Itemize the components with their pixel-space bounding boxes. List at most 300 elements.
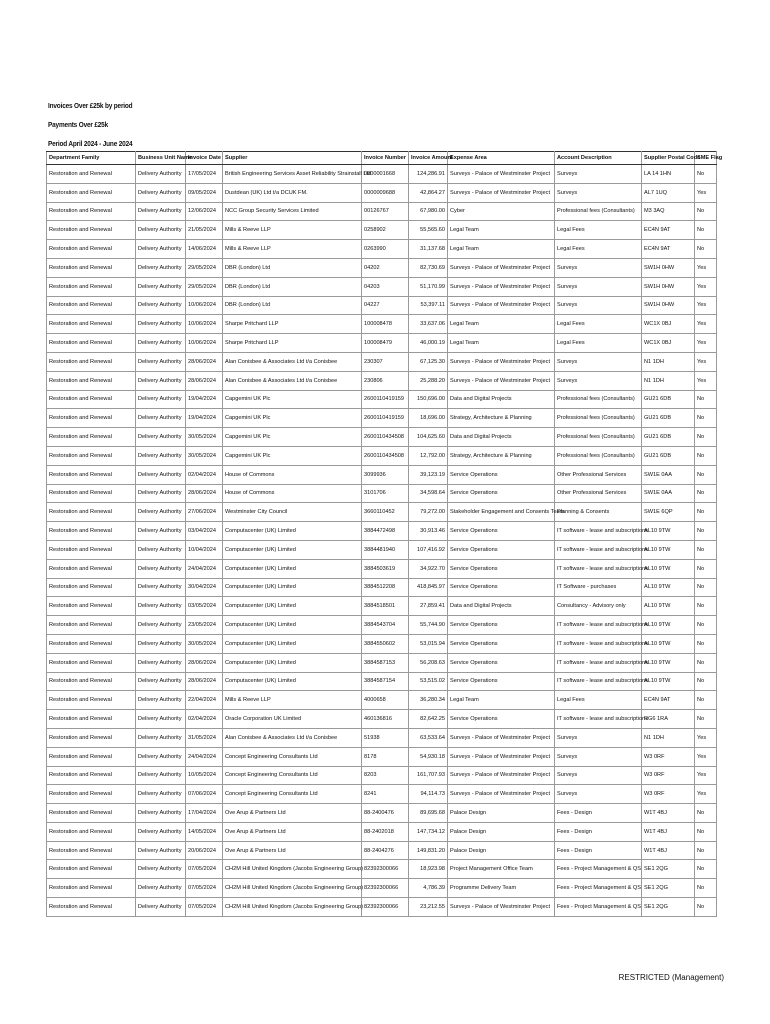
- table-cell: 82392300066: [362, 898, 409, 917]
- table-cell: 0258902: [362, 221, 409, 240]
- table-cell: 100008479: [362, 334, 409, 353]
- table-row: [47, 240, 717, 259]
- table-cell: Yes: [695, 785, 717, 804]
- table-cell: SE1 2QG: [642, 860, 695, 879]
- table-cell: 27,859.41: [409, 597, 448, 616]
- table-cell: WC1X 0BJ: [642, 315, 695, 334]
- table-cell: IT software - lease and subscriptions: [555, 559, 642, 578]
- column-header: Expense Area: [448, 152, 555, 165]
- table-cell: N1 1DH: [642, 352, 695, 371]
- table-cell: Delivery Authority: [136, 258, 186, 277]
- table-cell: WC1X 0BJ: [642, 334, 695, 353]
- table-cell: No: [695, 634, 717, 653]
- table-cell: Computacenter (UK) Limited: [223, 634, 362, 653]
- table-row: [47, 710, 717, 729]
- table-cell: AL10 9TW: [642, 616, 695, 635]
- table-cell: EC4N 9AT: [642, 240, 695, 259]
- table-cell: Delivery Authority: [136, 634, 186, 653]
- table-cell: Surveys - Palace of Westminster Project: [448, 277, 555, 296]
- table-cell: Yes: [695, 334, 717, 353]
- table-cell: 3884587153: [362, 653, 409, 672]
- table-cell: Yes: [695, 352, 717, 371]
- table-cell: Service Operations: [448, 634, 555, 653]
- table-cell: 03/05/2024: [186, 597, 223, 616]
- table-row: [47, 409, 717, 428]
- table-cell: Legal Fees: [555, 691, 642, 710]
- table-cell: 230806: [362, 371, 409, 390]
- table-row: [47, 165, 717, 184]
- table-cell: Restoration and Renewal: [47, 258, 136, 277]
- table-cell: 19/04/2024: [186, 390, 223, 409]
- table-cell: Legal Fees: [555, 240, 642, 259]
- table-cell: 88-2400476: [362, 804, 409, 823]
- table-cell: Restoration and Renewal: [47, 785, 136, 804]
- table-cell: Restoration and Renewal: [47, 371, 136, 390]
- table-cell: Surveys - Palace of Westminster Project: [448, 371, 555, 390]
- table-cell: Delivery Authority: [136, 484, 186, 503]
- table-cell: Restoration and Renewal: [47, 484, 136, 503]
- table-cell: SW1E 0AA: [642, 465, 695, 484]
- table-cell: Oracle Corporation UK Limited: [223, 710, 362, 729]
- table-cell: IT Software - purchases: [555, 578, 642, 597]
- table-cell: Data and Digital Projects: [448, 597, 555, 616]
- table-cell: Yes: [695, 371, 717, 390]
- table-cell: 3884503619: [362, 559, 409, 578]
- table-cell: W3 0RF: [642, 766, 695, 785]
- table-cell: Project Management Office Team: [448, 860, 555, 879]
- table-cell: Mills & Reeve LLP: [223, 221, 362, 240]
- table-cell: Delivery Authority: [136, 409, 186, 428]
- table-cell: Restoration and Renewal: [47, 653, 136, 672]
- table-row: [47, 559, 717, 578]
- table-cell: Alan Conisbee & Associates Ltd t/a Conisbee: [223, 371, 362, 390]
- table-cell: IT software - lease and subscriptions: [555, 653, 642, 672]
- table-cell: 46,000.19: [409, 334, 448, 353]
- table-cell: 53,015.94: [409, 634, 448, 653]
- table-cell: 104,625.60: [409, 428, 448, 447]
- table-row: [47, 841, 717, 860]
- table-cell: Delivery Authority: [136, 296, 186, 315]
- table-cell: Yes: [695, 296, 717, 315]
- table-cell: Restoration and Renewal: [47, 315, 136, 334]
- column-header: Department Family: [47, 152, 136, 165]
- table-cell: Yes: [695, 315, 717, 334]
- table-cell: 94,114.73: [409, 785, 448, 804]
- table-cell: RG6 1RA: [642, 710, 695, 729]
- table-cell: Delivery Authority: [136, 785, 186, 804]
- table-cell: 14/06/2024: [186, 240, 223, 259]
- table-cell: Restoration and Renewal: [47, 634, 136, 653]
- table-cell: Capgemini UK Plc: [223, 390, 362, 409]
- table-cell: W3 0RF: [642, 747, 695, 766]
- report-period: Period April 2024 - June 2024: [48, 139, 133, 148]
- table-cell: EC4N 9AT: [642, 221, 695, 240]
- table-cell: Restoration and Renewal: [47, 202, 136, 221]
- table-cell: 30,913.46: [409, 522, 448, 541]
- table-row: [47, 258, 717, 277]
- table-cell: Yes: [695, 277, 717, 296]
- table-cell: Restoration and Renewal: [47, 390, 136, 409]
- table-cell: Delivery Authority: [136, 728, 186, 747]
- table-cell: 3099936: [362, 465, 409, 484]
- table-row: [47, 334, 717, 353]
- table-cell: 10/06/2024: [186, 296, 223, 315]
- table-row: [47, 879, 717, 898]
- table-cell: 02/04/2024: [186, 465, 223, 484]
- table-cell: Delivery Authority: [136, 428, 186, 447]
- table-cell: Service Operations: [448, 672, 555, 691]
- table-cell: Service Operations: [448, 616, 555, 635]
- table-cell: 31,137.68: [409, 240, 448, 259]
- table-cell: Restoration and Renewal: [47, 221, 136, 240]
- table-cell: 24/04/2024: [186, 559, 223, 578]
- table-cell: AL10 9TW: [642, 672, 695, 691]
- table-cell: 149,831.20: [409, 841, 448, 860]
- table-cell: Restoration and Renewal: [47, 766, 136, 785]
- table-cell: 55,565.60: [409, 221, 448, 240]
- table-cell: 19/04/2024: [186, 409, 223, 428]
- table-cell: Mills & Reeve LLP: [223, 240, 362, 259]
- table-row: [47, 766, 717, 785]
- table-row: [47, 822, 717, 841]
- table-cell: CH2M Hill United Kingdom (Jacobs Engineering Group): [223, 879, 362, 898]
- table-cell: Concept Engineering Consultants Ltd: [223, 747, 362, 766]
- table-cell: 82392300066: [362, 860, 409, 879]
- table-cell: No: [695, 597, 717, 616]
- table-cell: 23,212.55: [409, 898, 448, 917]
- table-cell: 54,930.18: [409, 747, 448, 766]
- table-cell: 36,280.34: [409, 691, 448, 710]
- table-cell: GU21 6DB: [642, 446, 695, 465]
- table-cell: No: [695, 691, 717, 710]
- table-cell: 3884472498: [362, 522, 409, 541]
- table-cell: Fees - Design: [555, 804, 642, 823]
- table-cell: 67,980.00: [409, 202, 448, 221]
- table-cell: 0263990: [362, 240, 409, 259]
- table-cell: Professional fees (Consultants): [555, 390, 642, 409]
- table-cell: Surveys - Palace of Westminster Project: [448, 728, 555, 747]
- table-cell: Yes: [695, 728, 717, 747]
- table-cell: Sharpe Pritchard LLP: [223, 315, 362, 334]
- table-cell: Restoration and Renewal: [47, 672, 136, 691]
- table-cell: 0000001668: [362, 165, 409, 184]
- table-cell: Surveys: [555, 371, 642, 390]
- table-cell: Capgemini UK Plc: [223, 409, 362, 428]
- table-cell: Delivery Authority: [136, 766, 186, 785]
- table-cell: 3884512208: [362, 578, 409, 597]
- table-cell: Delivery Authority: [136, 578, 186, 597]
- table-cell: 3884587154: [362, 672, 409, 691]
- table-cell: 33,637.06: [409, 315, 448, 334]
- table-cell: 3101706: [362, 484, 409, 503]
- table-cell: Surveys: [555, 258, 642, 277]
- table-cell: Legal Team: [448, 240, 555, 259]
- table-cell: 2600110419159: [362, 390, 409, 409]
- table-cell: Westminster City Council: [223, 503, 362, 522]
- table-cell: Stakeholder Engagement and Consents Team: [448, 503, 555, 522]
- table-cell: No: [695, 860, 717, 879]
- table-cell: SW1H 0HW: [642, 277, 695, 296]
- table-cell: Restoration and Renewal: [47, 540, 136, 559]
- table-cell: 04227: [362, 296, 409, 315]
- table-row: [47, 446, 717, 465]
- table-cell: 28/06/2024: [186, 371, 223, 390]
- table-cell: Fees - Project Management & QS: [555, 879, 642, 898]
- table-cell: Delivery Authority: [136, 390, 186, 409]
- table-cell: Delivery Authority: [136, 672, 186, 691]
- table-cell: DBR (London) Ltd: [223, 296, 362, 315]
- table-row: [47, 672, 717, 691]
- table-cell: Mills & Reeve LLP: [223, 691, 362, 710]
- table-cell: Delivery Authority: [136, 165, 186, 184]
- report-titles: [48, 96, 146, 153]
- table-cell: Delivery Authority: [136, 691, 186, 710]
- table-cell: 53,515.02: [409, 672, 448, 691]
- table-cell: Service Operations: [448, 710, 555, 729]
- table-row: [47, 785, 717, 804]
- table-cell: 28/06/2024: [186, 484, 223, 503]
- invoices-table: [46, 151, 723, 917]
- table-row: [47, 597, 717, 616]
- table-cell: 10/06/2024: [186, 334, 223, 353]
- table-cell: Fees - Design: [555, 841, 642, 860]
- table-cell: Legal Team: [448, 334, 555, 353]
- table-cell: Delivery Authority: [136, 202, 186, 221]
- table-cell: 28/06/2024: [186, 653, 223, 672]
- table-row: [47, 522, 717, 541]
- table-cell: Delivery Authority: [136, 315, 186, 334]
- table-cell: Fees - Project Management & QS: [555, 860, 642, 879]
- table-cell: Yes: [695, 747, 717, 766]
- table-cell: No: [695, 804, 717, 823]
- table-cell: Delivery Authority: [136, 503, 186, 522]
- table-cell: 89,695.68: [409, 804, 448, 823]
- table-cell: Delivery Authority: [136, 371, 186, 390]
- table-cell: 17/04/2024: [186, 804, 223, 823]
- table-cell: Restoration and Renewal: [47, 691, 136, 710]
- table-cell: Alan Conisbee & Associates Ltd t/a Conisbee: [223, 728, 362, 747]
- table-cell: No: [695, 446, 717, 465]
- table-cell: Legal Fees: [555, 315, 642, 334]
- table-cell: No: [695, 710, 717, 729]
- table-cell: 67,125.30: [409, 352, 448, 371]
- table-cell: AL10 9TW: [642, 597, 695, 616]
- table-cell: 82,730.69: [409, 258, 448, 277]
- table-cell: 10/05/2024: [186, 766, 223, 785]
- table-row: [47, 804, 717, 823]
- table-cell: 18,696.00: [409, 409, 448, 428]
- table-cell: 51,170.99: [409, 277, 448, 296]
- table-cell: Restoration and Renewal: [47, 822, 136, 841]
- table-cell: 28/06/2024: [186, 352, 223, 371]
- table-cell: Cyber: [448, 202, 555, 221]
- table-cell: Delivery Authority: [136, 522, 186, 541]
- table-cell: Restoration and Renewal: [47, 334, 136, 353]
- table-cell: Surveys: [555, 766, 642, 785]
- table-cell: Restoration and Renewal: [47, 277, 136, 296]
- table-cell: 3884481940: [362, 540, 409, 559]
- table-cell: Delivery Authority: [136, 183, 186, 202]
- table-cell: NCC Group Security Services Limited: [223, 202, 362, 221]
- table-cell: M3 3AQ: [642, 202, 695, 221]
- table-cell: Restoration and Renewal: [47, 559, 136, 578]
- table-row: [47, 540, 717, 559]
- table-row: [47, 371, 717, 390]
- table-cell: Surveys - Palace of Westminster Project: [448, 258, 555, 277]
- table-body: [47, 165, 717, 917]
- table-cell: EC4N 9AT: [642, 691, 695, 710]
- table-cell: AL10 9TW: [642, 522, 695, 541]
- table-cell: GU21 6DB: [642, 409, 695, 428]
- column-header: Business Unit Name: [136, 152, 186, 165]
- table-cell: No: [695, 879, 717, 898]
- table-cell: 17/05/2024: [186, 165, 223, 184]
- report-title: Invoices Over £25k by period: [48, 101, 133, 110]
- table-row: [47, 202, 717, 221]
- table-cell: SW1H 0HW: [642, 258, 695, 277]
- table-cell: 107,416.92: [409, 540, 448, 559]
- table-cell: Surveys: [555, 296, 642, 315]
- table-cell: Delivery Authority: [136, 334, 186, 353]
- table-cell: Delivery Authority: [136, 352, 186, 371]
- table-cell: 8203: [362, 766, 409, 785]
- table-cell: Restoration and Renewal: [47, 165, 136, 184]
- table-cell: Computacenter (UK) Limited: [223, 616, 362, 635]
- table-cell: Legal Fees: [555, 334, 642, 353]
- table-cell: No: [695, 653, 717, 672]
- table-cell: Service Operations: [448, 465, 555, 484]
- table-cell: Other Professional Services: [555, 484, 642, 503]
- table-cell: Computacenter (UK) Limited: [223, 522, 362, 541]
- table-cell: GU21 6DB: [642, 390, 695, 409]
- table-cell: AL10 9TW: [642, 559, 695, 578]
- table-cell: SW1E 0AA: [642, 484, 695, 503]
- table-cell: 12,792.00: [409, 446, 448, 465]
- table-cell: 42,864.27: [409, 183, 448, 202]
- table-cell: 82392300066: [362, 879, 409, 898]
- table-cell: Professional fees (Consultants): [555, 409, 642, 428]
- table-cell: AL10 9TW: [642, 653, 695, 672]
- column-header: Invoice Number: [362, 152, 409, 165]
- table-cell: Surveys: [555, 352, 642, 371]
- table-cell: No: [695, 484, 717, 503]
- table-cell: 27/06/2024: [186, 503, 223, 522]
- column-header: SME Flag: [695, 152, 717, 165]
- table-cell: 29/05/2024: [186, 258, 223, 277]
- table-cell: 07/05/2024: [186, 860, 223, 879]
- table-row: [47, 390, 717, 409]
- table-cell: Surveys - Palace of Westminster Project: [448, 785, 555, 804]
- table-cell: House of Commons: [223, 465, 362, 484]
- table-cell: No: [695, 616, 717, 635]
- table-cell: 8178: [362, 747, 409, 766]
- table-cell: W3 0RF: [642, 785, 695, 804]
- table-cell: Concept Engineering Consultants Ltd: [223, 785, 362, 804]
- table-row: [47, 728, 717, 747]
- table-cell: Restoration and Renewal: [47, 578, 136, 597]
- table-cell: 3884543704: [362, 616, 409, 635]
- table-cell: Restoration and Renewal: [47, 898, 136, 917]
- table-cell: Delivery Authority: [136, 860, 186, 879]
- column-header: Supplier Postal Code: [642, 152, 695, 165]
- table-cell: IT software - lease and subscriptions: [555, 522, 642, 541]
- report-subtitle: Payments Over £25k: [48, 120, 109, 129]
- table-cell: 161,707.93: [409, 766, 448, 785]
- table-cell: 79,272.00: [409, 503, 448, 522]
- table-cell: Restoration and Renewal: [47, 841, 136, 860]
- table-cell: LA 14 1HN: [642, 165, 695, 184]
- table-row: [47, 898, 717, 917]
- table-cell: Surveys: [555, 728, 642, 747]
- table-row: [47, 296, 717, 315]
- table-cell: 24/04/2024: [186, 747, 223, 766]
- table-cell: Yes: [695, 766, 717, 785]
- table-cell: No: [695, 898, 717, 917]
- table-cell: 147,734.12: [409, 822, 448, 841]
- table-cell: 30/05/2024: [186, 446, 223, 465]
- table-cell: Surveys: [555, 747, 642, 766]
- table-cell: House of Commons: [223, 484, 362, 503]
- table-cell: IT software - lease and subscriptions: [555, 634, 642, 653]
- table-row: [47, 484, 717, 503]
- table-cell: W1T 4BJ: [642, 841, 695, 860]
- table-cell: Delivery Authority: [136, 616, 186, 635]
- table-cell: N1 1DH: [642, 728, 695, 747]
- table-cell: Computacenter (UK) Limited: [223, 540, 362, 559]
- table-cell: Delivery Authority: [136, 898, 186, 917]
- table-cell: 124,286.91: [409, 165, 448, 184]
- table-row: [47, 428, 717, 447]
- table-cell: No: [695, 672, 717, 691]
- table-cell: Sharpe Pritchard LLP: [223, 334, 362, 353]
- table-cell: 02/04/2024: [186, 710, 223, 729]
- table-cell: N1 1DH: [642, 371, 695, 390]
- table-cell: Strategy, Architecture & Planning: [448, 446, 555, 465]
- table-cell: No: [695, 822, 717, 841]
- table-cell: Computacenter (UK) Limited: [223, 672, 362, 691]
- table-cell: CH2M Hill United Kingdom (Jacobs Engineering Group): [223, 860, 362, 879]
- table-cell: Surveys: [555, 183, 642, 202]
- table-cell: AL10 9TW: [642, 578, 695, 597]
- table-cell: Computacenter (UK) Limited: [223, 597, 362, 616]
- table-cell: Palace Design: [448, 822, 555, 841]
- table-cell: 150,696.00: [409, 390, 448, 409]
- table-cell: Ove Arup & Partners Ltd: [223, 804, 362, 823]
- table-cell: W1T 4BJ: [642, 822, 695, 841]
- table-cell: Surveys: [555, 785, 642, 804]
- table-cell: Restoration and Renewal: [47, 879, 136, 898]
- table-cell: 39,123.19: [409, 465, 448, 484]
- table-cell: 03/04/2024: [186, 522, 223, 541]
- table-row: [47, 691, 717, 710]
- table-cell: 28/06/2024: [186, 672, 223, 691]
- table-cell: 418,845.97: [409, 578, 448, 597]
- table-cell: Restoration and Renewal: [47, 465, 136, 484]
- table-cell: 55,744.90: [409, 616, 448, 635]
- table-row: [47, 653, 717, 672]
- table-cell: Service Operations: [448, 540, 555, 559]
- table-cell: 18,923.98: [409, 860, 448, 879]
- table-cell: 34,922.70: [409, 559, 448, 578]
- table-cell: 25,288.20: [409, 371, 448, 390]
- table-cell: Computacenter (UK) Limited: [223, 559, 362, 578]
- table-cell: 04203: [362, 277, 409, 296]
- table-cell: Surveys - Palace of Westminster Project: [448, 352, 555, 371]
- table-cell: No: [695, 165, 717, 184]
- table-cell: 14/05/2024: [186, 822, 223, 841]
- table-cell: Delivery Authority: [136, 465, 186, 484]
- table-cell: 63,533.64: [409, 728, 448, 747]
